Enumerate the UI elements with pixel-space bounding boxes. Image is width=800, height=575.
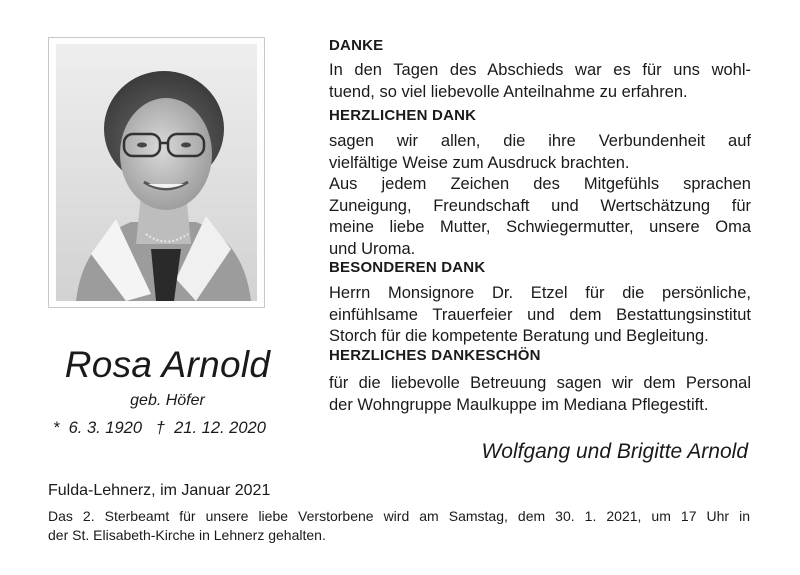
born-symbol: * [53,419,60,437]
portrait-frame [48,37,265,308]
section-heading-herzliches-dankeschoen: HERZLICHES DANKESCHÖN [329,347,541,364]
section-text-besonderen-dank [329,283,751,348]
text-line: vielfältige Weise zum Ausdruck brachten. [329,153,630,172]
place-date: Fulda-Lehnerz, im Januar 2021 [48,482,271,499]
section-heading-herzlichen-dank: HERZLICHEN DANK [329,107,477,124]
section-text-herzlichen-dank [329,131,751,260]
text-line: tuend, so viel liebevolle Anteilnahme zu erfahren. [329,82,688,101]
section-text-herzliches-dankeschoen [329,373,751,416]
text-line: und Uroma. [329,239,416,258]
footer-note [48,507,750,545]
text-line: sagen wir allen, die ihre Verbundenheit auf [329,132,751,150]
footer-line: der St. Elisabeth-Kirche in Lehnerz gehalten. [48,527,326,543]
text-line: der Wohngruppe Maulkuppe im Mediana Pflegestift. [329,395,709,414]
text-line: In den Tagen des Abschieds war es für uns wohl- [329,61,751,79]
section-text-danke [329,60,751,103]
signature: Wolfgang und Brigitte Arnold [481,440,748,463]
text-line: Aus jedem Zeichen des Mitgefühls sprachen [329,175,751,193]
life-dates [53,419,303,438]
deceased-name: Rosa Arnold [64,344,271,385]
deceased-birth-name: geb. Höfer [130,392,205,409]
born-date: 6. 3. 1920 [68,419,142,437]
text-line: für die liebevolle Betreuung sagen wir dem Personal [329,374,751,392]
portrait-photo [56,44,257,301]
text-line: Herrn Monsignore Dr. Etzel für die persönliche, [329,284,751,302]
text-line: meine liebe Mutter, Schwiegermutter, unsere Oma [329,218,751,236]
portrait-photo-image [56,44,257,301]
section-heading-danke: DANKE [329,37,384,54]
section-heading-besonderen-dank: BESONDEREN DANK [329,259,486,276]
footer-line: Das 2. Sterbeamt für unsere liebe Verstorbene wird am Samstag, dem 30. 1. 2021, um 17 Uhr in [48,508,750,524]
died-date: 21. 12. 2020 [174,419,266,437]
died-symbol: † [155,419,165,437]
text-line: Storch für die kompetente Beratung und Begleitung. [329,327,709,345]
text-line: einfühlsame Trauerfeier und dem Bestattungsinstitut [329,305,751,324]
text-line: Zuneigung, Freundschaft und Wertschätzung für [329,196,751,215]
